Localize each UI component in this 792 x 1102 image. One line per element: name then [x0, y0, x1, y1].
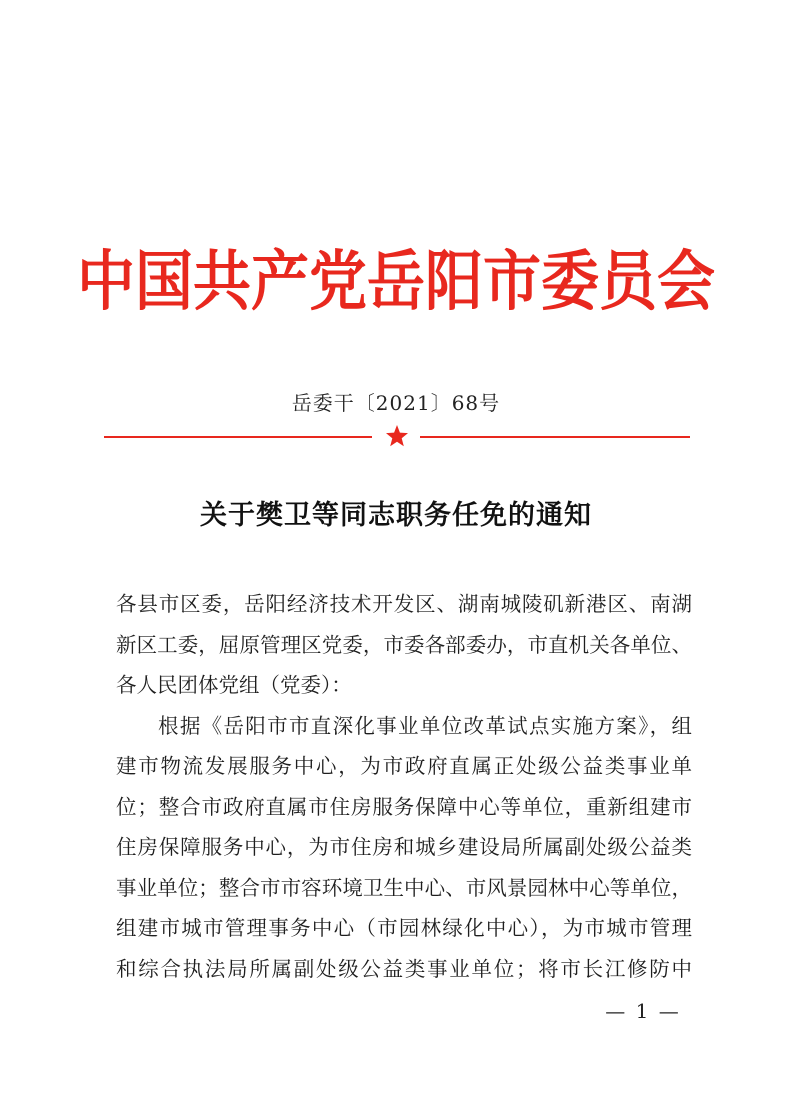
body-line: 建市物流发展服务中心，为市政府直属正处级公益类事业单	[116, 754, 692, 778]
divider-line-left	[104, 436, 372, 438]
masthead-title: 中国共产党岳阳市委员会	[76, 242, 715, 320]
page-number: — 1 —	[605, 999, 681, 1023]
red-divider	[104, 424, 690, 450]
body-line: 各人民团体党组（党委）：	[116, 673, 352, 697]
body-text	[116, 584, 692, 989]
body-line: 住房保障服务中心，为市住房和城乡建设局所属副处级公益类	[116, 835, 692, 859]
document-title: 关于樊卫等同志职务任免的通知	[200, 500, 592, 531]
divider-line-right	[420, 436, 690, 438]
body-line: 新区工委，屈原管理区党委，市委各部委办，市直机关各单位、	[116, 632, 692, 657]
body-line: 根据《岳阳市市直深化事业单位改革试点实施方案》，组	[158, 713, 692, 738]
body-line: 组建市城市管理事务中心（市园林绿化中心），为市城市管理	[116, 916, 692, 940]
body-line: 位；整合市政府直属市住房服务保障中心等单位，重新组建市	[116, 794, 692, 819]
body-line: 和综合执法局所属副处级公益类事业单位；将市长江修防中	[116, 956, 692, 981]
body-line: 各县市区委，岳阳经济技术开发区、湖南城陵矶新港区、南湖	[116, 592, 692, 616]
body-line: 事业单位；整合市市容环境卫生中心、市风景园林中心等单位，	[116, 875, 692, 900]
document-number: 岳委干〔2021〕68号	[291, 391, 501, 415]
star-icon	[385, 424, 409, 448]
